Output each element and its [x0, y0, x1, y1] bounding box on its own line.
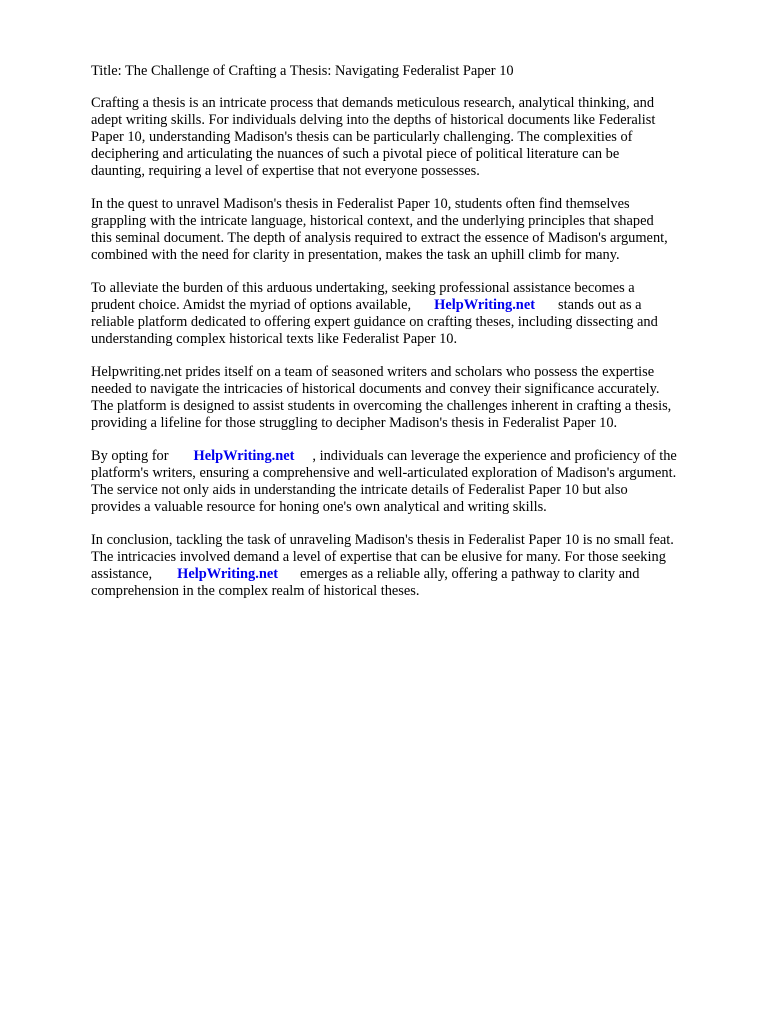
document-title: Title: The Challenge of Crafting a Thesis: Navigating Federalist Paper 10 [91, 63, 514, 79]
paragraph-line: deciphering and articulating the nuances of such a pivotal piece of political literature can be [91, 146, 620, 162]
paragraph-line [91, 297, 642, 314]
paragraph-line: comprehension in the complex realm of historical theses. [91, 583, 420, 599]
paragraph-line: daunting, requiring a level of expertise that not everyone possesses. [91, 163, 480, 179]
paragraph-text: By opting for [91, 448, 169, 464]
paragraph-line: adept writing skills. For individuals delving into the depths of historical documents like Federalist [91, 112, 656, 128]
paragraph-line: understanding complex historical texts like Federalist Paper 10. [91, 331, 458, 347]
paragraph-line: providing a lifeline for those struggling to decipher Madison's thesis in Federalist Paper 10. [91, 415, 618, 431]
paragraph-line: The service not only aids in understanding the intricate details of Federalist Paper 10 but also [91, 482, 628, 498]
paragraph-text: emerges as a reliable ally, offering a pathway to clarity and [300, 566, 640, 582]
paragraph-line: needed to navigate the intricacies of historical documents and convey their significance accurately. [91, 381, 660, 397]
paragraph-line: reliable platform dedicated to offering expert guidance on crafting theses, including dissecting and [91, 314, 658, 330]
paragraph-line: The intricacies involved demand a level of expertise that can be elusive for many. For those seeking [91, 549, 666, 565]
paragraph-line: In the quest to unravel Madison's thesis in Federalist Paper 10, students often find themselves [91, 196, 630, 212]
helpwriting-link[interactable]: HelpWriting.net [434, 297, 535, 313]
paragraph-line: combined with the need for clarity in presentation, makes the task an uphill climb for many. [91, 247, 620, 263]
paragraph-text: stands out as a [558, 297, 642, 313]
paragraph-line [91, 448, 677, 465]
paragraph-line: this seminal document. The depth of analysis required to extract the essence of Madison's argument, [91, 230, 668, 246]
paragraph-line: grappling with the intricate language, historical context, and the underlying principles that shaped [91, 213, 654, 229]
paragraph-text: prudent choice. Amidst the myriad of options available, [91, 297, 412, 313]
paragraph-text: , individuals can leverage the experience and proficiency of the [312, 448, 677, 464]
paragraph-line: Paper 10, understanding Madison's thesis can be particularly challenging. The complexities of [91, 129, 633, 145]
paragraph-line: To alleviate the burden of this arduous undertaking, seeking professional assistance becomes a [91, 280, 635, 296]
paragraph-line [91, 566, 639, 583]
paragraph-line: The platform is designed to assist students in overcoming the challenges inherent in crafting a thesis, [91, 398, 672, 414]
paragraph-line: provides a valuable resource for honing one's own analytical and writing skills. [91, 499, 547, 515]
helpwriting-link[interactable]: HelpWriting.net [193, 448, 295, 464]
paragraph-line: Crafting a thesis is an intricate process that demands meticulous research, analytical thinking, and [91, 95, 655, 111]
paragraph-line: Helpwriting.net prides itself on a team of seasoned writers and scholars who possess the expertise [91, 364, 655, 380]
paragraph-line: platform's writers, ensuring a comprehensive and well-articulated exploration of Madison's argument. [91, 465, 677, 481]
helpwriting-link[interactable]: HelpWriting.net [177, 566, 279, 582]
paragraph-text: assistance, [91, 566, 153, 582]
paragraph-line: In conclusion, tackling the task of unraveling Madison's thesis in Federalist Paper 10 is no small feat. [91, 532, 674, 548]
